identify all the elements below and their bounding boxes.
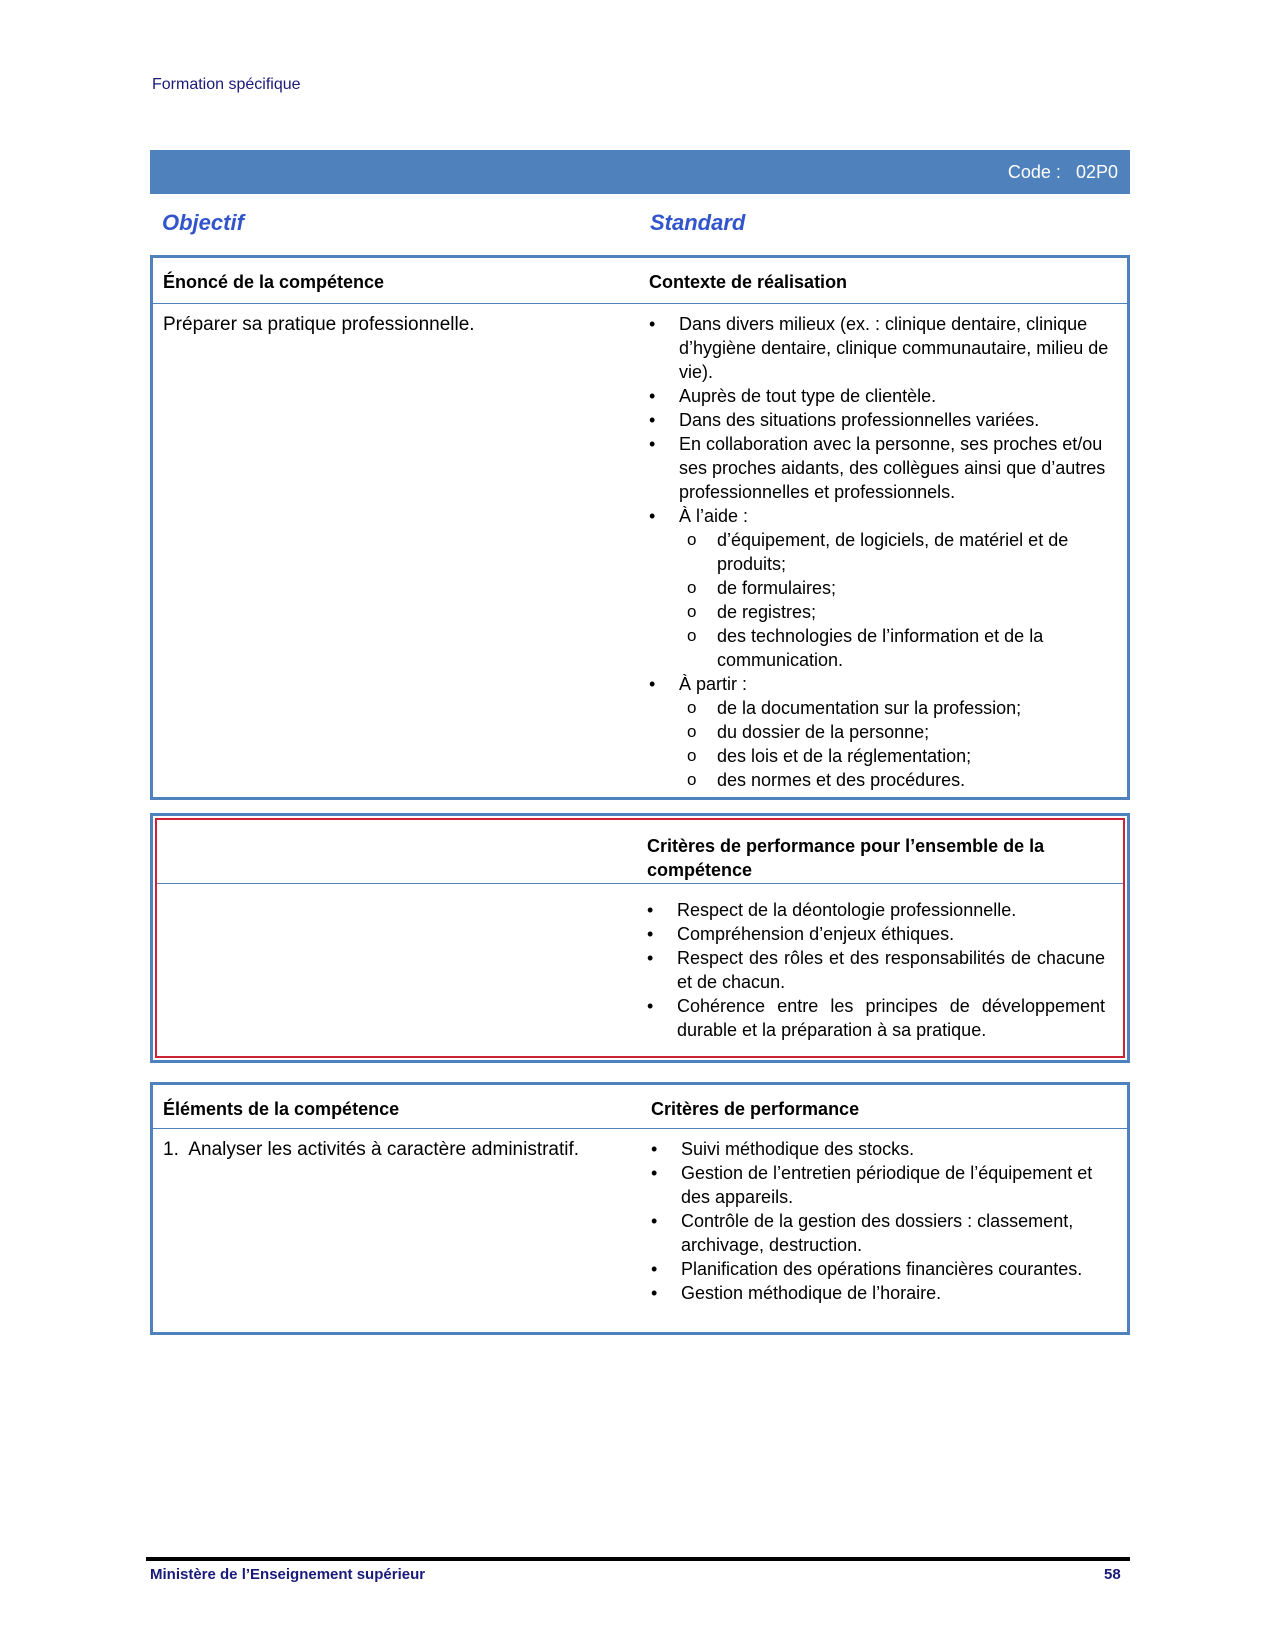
standard-heading: Standard xyxy=(650,210,746,235)
overall-criteria-header-row xyxy=(157,820,1123,884)
competency-statement: Préparer sa pratique professionnelle. xyxy=(163,314,475,335)
overall-criteria-list xyxy=(647,898,1105,1042)
footer-ministry: Ministère de l’Enseignement supérieur xyxy=(150,1566,426,1583)
code-text xyxy=(1008,162,1118,183)
context-title: Contexte de réalisation xyxy=(649,272,848,292)
objective-heading: Objectif xyxy=(162,210,244,235)
list-item: • Suivi méthodique des stocks. xyxy=(651,1137,1111,1161)
list-item: o d’équipement, de logiciels, de matériel et de produits; xyxy=(649,528,1119,576)
code-banner xyxy=(150,150,1130,194)
list-item: o de la documentation sur la profession; xyxy=(649,696,1119,720)
overall-criteria-frame xyxy=(155,818,1125,1058)
list-item: • Planification des opérations financières courantes. xyxy=(651,1257,1111,1281)
competency-statement-box xyxy=(150,255,1130,800)
elements-header-row xyxy=(153,1085,1127,1129)
list-item: o de registres; xyxy=(649,600,1119,624)
list-item: • Cohérence entre les principes de développement durable et la préparation à sa pratique. xyxy=(647,994,1105,1042)
context-list xyxy=(649,312,1119,792)
list-item: • En collaboration avec la personne, ses proches et/ou ses proches aidants, des collègues ainsi que d’autres professionnelles et professionnels. xyxy=(649,432,1119,504)
list-item: • Auprès de tout type de clientèle. xyxy=(649,384,1119,408)
list-item: • Gestion méthodique de l’horaire. xyxy=(651,1281,1111,1305)
list-item: • Compréhension d’enjeux éthiques. xyxy=(647,922,1105,946)
code-value: 02P0 xyxy=(1075,162,1118,182)
list-item: o du dossier de la personne; xyxy=(649,720,1119,744)
overall-criteria-title: Critères de performance pour l’ensemble de la compétence xyxy=(647,836,1045,880)
page-number: 58 xyxy=(1104,1566,1121,1583)
list-item: o de formulaires; xyxy=(649,576,1119,600)
list-item: • Dans divers milieux (ex. : clinique dentaire, clinique d’hygiène dentaire, clinique communautaire, milieu de vie). xyxy=(649,312,1119,384)
code-label: Code : xyxy=(1007,162,1061,182)
list-item: o des normes et des procédures. xyxy=(649,768,1119,792)
statement-header-row xyxy=(153,258,1127,304)
list-item: • À partir : xyxy=(649,672,1119,696)
list-item: • Respect des rôles et des responsabilités de chacune et de chacun. xyxy=(647,946,1105,994)
overall-criteria-box xyxy=(150,813,1130,1063)
competency-element: 1. Analyser les activités à caractère administratif. xyxy=(163,1139,580,1160)
program-label: Formation spécifique xyxy=(152,76,301,93)
criteria-title: Critères de performance xyxy=(651,1099,860,1119)
list-item: • Respect de la déontologie professionnelle. xyxy=(647,898,1105,922)
list-item: • Gestion de l’entretien périodique de l’équipement et des appareils. xyxy=(651,1161,1111,1209)
statement-title: Énoncé de la compétence xyxy=(163,272,385,292)
list-item: • À l’aide : xyxy=(649,504,1119,528)
list-item: o des technologies de l’information et de la communication. xyxy=(649,624,1119,672)
criteria-list xyxy=(651,1137,1111,1305)
elements-title: Éléments de la compétence xyxy=(163,1099,400,1119)
footer-rule xyxy=(146,1557,1130,1561)
competency-elements-box xyxy=(150,1082,1130,1335)
list-item: o des lois et de la réglementation; xyxy=(649,744,1119,768)
list-item: • Contrôle de la gestion des dossiers : classement, archivage, destruction. xyxy=(651,1209,1111,1257)
list-item: • Dans des situations professionnelles variées. xyxy=(649,408,1119,432)
